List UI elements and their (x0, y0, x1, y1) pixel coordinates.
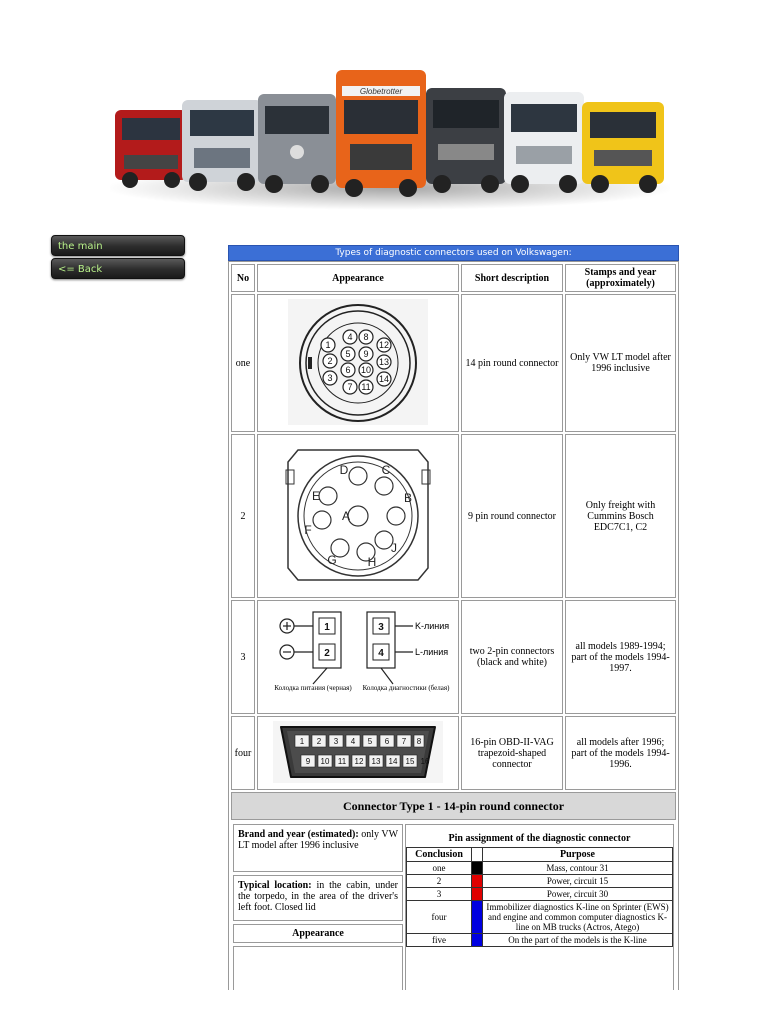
table-row (407, 934, 673, 947)
brand-label: Brand and year (estimated): (238, 829, 359, 840)
row-stamps: Only VW LT model after 1996 inclusive (565, 294, 676, 432)
diag-block-label: Колодка диагностики (белая) (362, 683, 450, 692)
trucks-banner (110, 60, 670, 220)
connector-types-table (228, 261, 679, 990)
svg-text:5: 5 (345, 348, 351, 359)
content-area (228, 245, 679, 990)
svg-text:12: 12 (378, 339, 390, 350)
location-label: Typical location: (238, 880, 312, 891)
table-row (231, 434, 676, 598)
pin-header-conclusion: Conclusion (407, 848, 472, 862)
table-row (407, 862, 673, 875)
appearance-cell (257, 600, 459, 714)
pin-color-swatch (472, 862, 483, 875)
table-row (407, 875, 673, 888)
svg-text:13: 13 (378, 356, 390, 367)
details-table (231, 822, 676, 990)
svg-text:B: B (403, 490, 413, 505)
svg-text:11: 11 (361, 381, 371, 392)
svg-text:3: 3 (378, 621, 384, 633)
orange-volvo-truck-icon (336, 70, 426, 197)
svg-text:F: F (304, 522, 312, 537)
row-number: 2 (231, 434, 255, 598)
power-block-label: Колодка питания (черная) (274, 683, 352, 692)
connector-14pin-icon (288, 299, 428, 425)
red-truck-icon (115, 110, 187, 188)
pin-purpose: Mass, contour 31 (483, 862, 673, 875)
svg-text:11: 11 (337, 756, 347, 766)
row-stamps: all models 1989-1994; part of the models 1994-1997. (565, 600, 676, 714)
appearance-cell (257, 294, 459, 432)
row-stamps: Only freight with Cummins Bosch EDC7C1, C2 (565, 434, 676, 598)
table-caption: Types of diagnostic connectors used on Volkswagen: (228, 245, 679, 261)
header-description: Short description (461, 264, 563, 292)
pin-purpose: Power, circuit 15 (483, 875, 673, 888)
svg-text:2: 2 (324, 647, 330, 659)
appearance-cell (257, 434, 459, 598)
svg-text:4: 4 (350, 736, 356, 746)
svg-text:D: D (339, 462, 349, 477)
pin-number: four (407, 901, 472, 934)
location-block (233, 875, 403, 921)
pin-number: five (407, 934, 472, 947)
svg-text:3: 3 (333, 736, 339, 746)
row-description: 16-pin OBD-II-VAG trapezoid-shaped connector (461, 716, 563, 790)
svg-text:7: 7 (401, 736, 407, 746)
svg-text:8: 8 (363, 331, 369, 342)
svg-text:15: 15 (405, 756, 415, 766)
pin-color-swatch (472, 901, 483, 934)
svg-text:H: H (367, 554, 377, 569)
pin-color-swatch (472, 888, 483, 901)
appearance-image-area (233, 946, 403, 990)
svg-text:16: 16 (420, 756, 430, 766)
pin-number: one (407, 862, 472, 875)
svg-text:A: A (341, 508, 351, 523)
svg-text:12: 12 (354, 756, 364, 766)
location-value: in the cabin, under the torpedo, in the area of the driver's left foot. Closed lid (238, 880, 398, 913)
row-description: 9 pin round connector (461, 434, 563, 598)
connector-2x2pin-icon (263, 604, 453, 708)
svg-text:6: 6 (384, 736, 390, 746)
svg-text:10: 10 (320, 756, 330, 766)
svg-text:J: J (391, 540, 397, 555)
svg-text:2: 2 (327, 355, 333, 366)
svg-text:5: 5 (367, 736, 373, 746)
main-button[interactable]: the main (51, 235, 185, 256)
pin-purpose: Immobilizer diagnostics K-line on Sprinter (EWS) and engine and common computer diagnostics K-line on MB trucks (Actros, Atego) (483, 901, 673, 934)
svg-text:6: 6 (345, 364, 351, 375)
pin-number: 3 (407, 888, 472, 901)
table-row (231, 600, 676, 714)
white-truck-icon (504, 92, 584, 193)
row-description: 14 pin round connector (461, 294, 563, 432)
connector-obd2-icon (273, 721, 443, 783)
svg-text:G: G (327, 552, 337, 567)
svg-text:1: 1 (299, 736, 305, 746)
row-number: four (231, 716, 255, 790)
pin-color-swatch (472, 934, 483, 947)
svg-text:14: 14 (378, 373, 390, 384)
row-description: two 2-pin connectors (black and white) (461, 600, 563, 714)
svg-text:10: 10 (360, 364, 372, 375)
pin-assignment-title: Pin assignment of the diagnostic connector (448, 833, 631, 844)
section-title: Connector Type 1 - 14-pin round connector (231, 792, 676, 820)
svg-text:1: 1 (325, 339, 331, 350)
pin-purpose: On the part of the models is the K-line (483, 934, 673, 947)
appearance-cell (257, 716, 459, 790)
mercedes-truck-icon (258, 94, 336, 193)
pin-header-purpose: Purpose (483, 848, 673, 862)
pin-color-swatch (472, 875, 483, 888)
brand-value: only VW LT model after 1996 inclusive (238, 829, 399, 851)
table-row (231, 294, 676, 432)
row-number: 3 (231, 600, 255, 714)
k-line-label: K-линия (415, 620, 450, 631)
svg-text:13: 13 (371, 756, 381, 766)
row-number: one (231, 294, 255, 432)
svg-text:2: 2 (316, 736, 322, 746)
table-row (407, 888, 673, 901)
svg-text:7: 7 (347, 381, 353, 392)
svg-text:4: 4 (347, 331, 353, 342)
yellow-truck-icon (582, 102, 664, 193)
pin-header-color (472, 848, 483, 862)
header-no: No (231, 264, 255, 292)
silver-truck-icon (182, 100, 262, 191)
table-row (231, 716, 676, 790)
truck-brand-text: Globetrotter (359, 87, 403, 96)
connector-9pin-icon (278, 440, 438, 590)
svg-text:14: 14 (388, 756, 398, 766)
row-stamps: all models after 1996; part of the models 1994-1996. (565, 716, 676, 790)
svg-text:9: 9 (305, 756, 311, 766)
appearance-label: Appearance (233, 924, 403, 943)
l-line-label: L-линия (415, 646, 449, 657)
svg-text:C: C (381, 462, 391, 477)
svg-text:E: E (311, 488, 321, 503)
pin-number: 2 (407, 875, 472, 888)
header-stamps: Stamps and year (approximately) (565, 264, 676, 292)
svg-text:4: 4 (378, 647, 384, 659)
svg-text:8: 8 (416, 736, 422, 746)
back-button[interactable]: <= Back (51, 258, 185, 279)
pin-assignment-table (406, 847, 673, 947)
svg-text:1: 1 (324, 621, 330, 633)
table-row (407, 901, 673, 934)
svg-text:3: 3 (327, 372, 333, 383)
pin-purpose: Power, circuit 30 (483, 888, 673, 901)
dark-truck-icon (426, 88, 506, 193)
brand-block (233, 824, 403, 872)
header-appearance: Appearance (257, 264, 459, 292)
svg-text:9: 9 (363, 348, 369, 359)
